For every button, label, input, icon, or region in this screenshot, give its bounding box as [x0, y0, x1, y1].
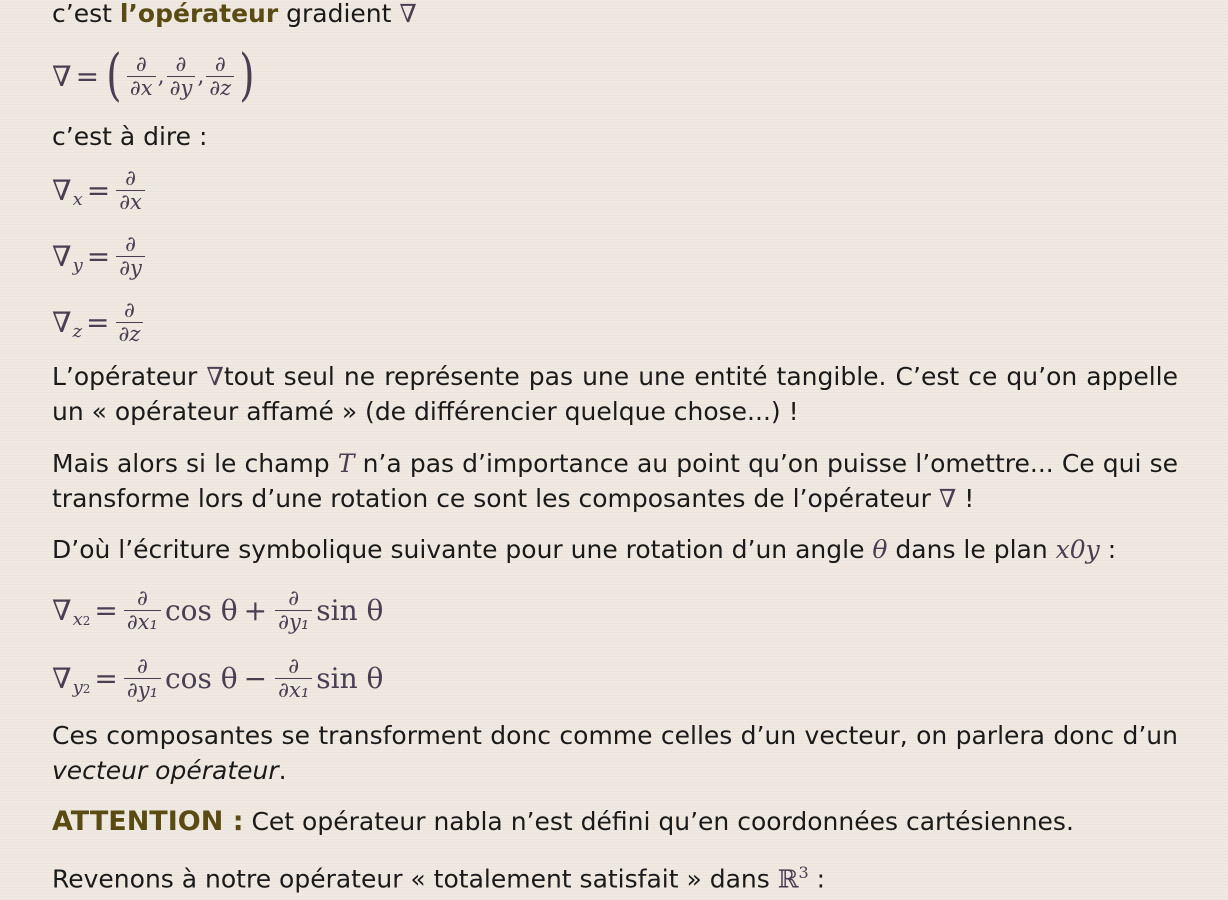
nabla-z-equation: ∇ z = $\frac{\partial}{\partial z}$ — [52, 296, 145, 348]
partial-y-fraction: $\frac{\partial}{\partial y}$ — [167, 53, 196, 100]
gradient-equation: ∇ = ( $\frac{\partial}{\partial x}$ , $\frac{\partial}{\partial y}$ , $\frac{\partial}{\partial z}$ ) — [52, 43, 255, 108]
nabla-x-equation: ∇ x = $\frac{\partial}{\partial x}$ — [52, 164, 147, 216]
vecteur-operateur-emphasis: vecteur opérateur — [52, 756, 279, 785]
attention-label: ATTENTION : — [52, 806, 244, 837]
last-line: Revenons à notre opérateur « totalement satisfait » dans ℝ$^3$ : — [52, 863, 826, 894]
nabla-y-equation: ∇ y = $\frac{\partial}{\partial y}$ — [52, 230, 147, 282]
partial-z-fraction: $\frac{\partial}{\partial z}$ — [206, 53, 234, 100]
nabla-symbol: ∇ — [52, 59, 72, 93]
real-numbers-symbol: ℝ — [777, 864, 799, 894]
partial-x-fraction: $\frac{\partial}{\partial x}$ — [127, 53, 156, 100]
rotation-equation-y2: ∇ y2 = $\frac{\partial}{\text{∂y₁}}$ cos θ − $\frac{\partial}{\text{∂x₁}}$ sin θ — [52, 653, 384, 702]
intro-suffix: gradient — [278, 0, 400, 28]
intro-prefix: c’est — [52, 0, 120, 28]
field-T: T — [337, 449, 355, 478]
paragraph-vecteur-operateur: Ces composantes se transforment donc comme celles d’un vecteur, on parlera donc d’un vecteur opérateur. — [52, 721, 1178, 785]
intro-line — [52, 0, 417, 31]
paragraph-champ-T: Mais alors si le champ T n’a pas d’importance au point qu’on puisse l’omettre... Ce qui se transforme lors d’une rotation ce sont les composantes de l’opérateur ∇ ! — [52, 449, 1178, 513]
paragraph-operateur-affame: L’opérateur ∇tout seul ne représente pas une une entité tangible. C’est ce qu’on appelle un « opérateur affamé » (de différencier quelque chose...) ! — [52, 362, 1178, 426]
equals-sign: = — [75, 59, 100, 93]
rotation-equation-x2: ∇ x2 = $\frac{\partial}{\text{∂x₁}}$ cos θ + $\frac{\partial}{\text{∂y₁}}$ sin θ — [52, 585, 384, 634]
paragraph-rotation: D’où l’écriture symbolique suivante pour une rotation d’un angle θ dans le plan x0y : — [52, 535, 1117, 564]
cest-a-dire: c’est à dire : — [52, 122, 208, 151]
operator-highlight: l’opérateur — [119, 0, 279, 28]
right-paren: ) — [239, 43, 255, 108]
nabla-symbol: ∇ — [399, 0, 417, 28]
nabla-symbol: ∇ — [206, 362, 224, 391]
nabla-symbol: ∇ — [938, 484, 957, 513]
theta-symbol: θ — [872, 535, 888, 564]
left-paren: ( — [106, 43, 122, 108]
plane-x0y: x0y — [1055, 535, 1100, 564]
attention-line: ATTENTION : Cet opérateur nabla n’est défini qu’en coordonnées cartésiennes. — [52, 806, 1074, 837]
